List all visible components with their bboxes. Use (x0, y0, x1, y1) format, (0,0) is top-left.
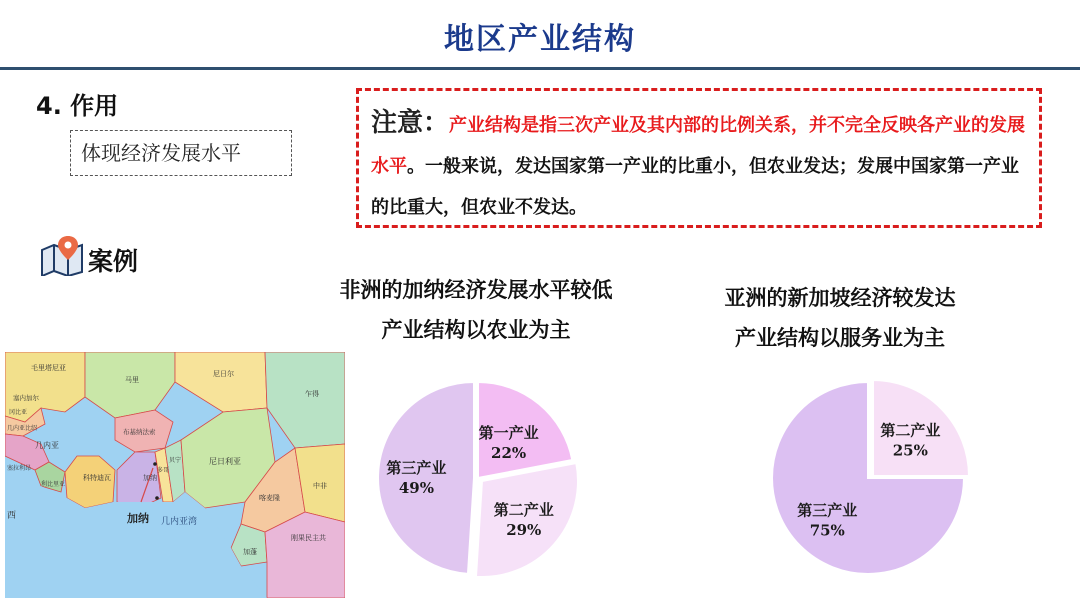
ghana-slice-label-3: 第三产业 (386, 459, 447, 478)
singapore-slice-value-2: 75% (809, 521, 845, 540)
asia-heading (700, 278, 980, 358)
map-label-gulf-of-guinea: 几内亚湾 (161, 517, 198, 527)
asia-heading-line2: 产业结构以服务业为主 (735, 326, 945, 350)
map-label-ghana-small: 加纳 (143, 474, 157, 482)
slide-title: 地区产业结构 (444, 22, 636, 57)
map-label-cote-divoire: 科特迪瓦 (83, 474, 111, 482)
ghana-slice-value-1: 22% (491, 444, 527, 463)
ghana-pie-chart (378, 378, 578, 578)
function-box: 体现经济发展水平 (70, 130, 292, 176)
map-label-gabon: 加蓬 (243, 548, 257, 556)
singapore-pie-chart (768, 378, 968, 578)
map-label-chad: 乍得 (305, 390, 319, 398)
title-divider (0, 67, 1080, 70)
map-label-drc: 刚果民主共 (291, 534, 326, 542)
note-box (356, 88, 1042, 228)
note-black-text: 。一般来说，发达国家第一产业的比重小，但农业发达；发展中国家第一产业的比重大，但农业不发达。 (371, 156, 1019, 218)
africa-heading (316, 270, 636, 350)
map-label-west: 西 (7, 511, 17, 521)
case-label: 案例 (88, 247, 139, 276)
map-label-mali: 马里 (125, 376, 139, 384)
west-africa-map (5, 352, 345, 598)
map-label-nigeria: 尼日利亚 (209, 457, 241, 466)
map-label-liberia: 利比里亚 (41, 481, 66, 488)
map-label-benin: 贝宁 (169, 457, 182, 464)
map-label-niger: 尼日尔 (213, 370, 234, 378)
map-label-sierra-leone: 塞拉利昂 (7, 465, 32, 472)
asia-heading-line1: 亚洲的新加坡经济较发达 (724, 286, 956, 310)
map-label-cameroon: 喀麦隆 (259, 494, 280, 502)
map-label-gambia: 冈比亚 (9, 409, 28, 416)
map-label-mauritania: 毛里塔尼亚 (31, 364, 66, 372)
ghana-slice-label-1: 第一产业 (478, 424, 539, 443)
map-label-burkina-faso: 布基纳法索 (123, 428, 156, 436)
africa-heading-line1: 非洲的加纳经济发展水平较低 (339, 278, 613, 302)
ghana-pie-slice-3 (378, 382, 474, 574)
note-label: 注意： (371, 108, 450, 138)
singapore-slice-label-1: 第二产业 (880, 421, 941, 440)
singapore-slice-value-1: 25% (892, 441, 928, 460)
map-label-senegal: 塞内加尔 (13, 394, 39, 402)
map-pin-icon (40, 234, 84, 276)
section-heading: 4. 作用 (36, 92, 119, 120)
map-label-ghana: 加纳 (127, 512, 149, 525)
map-label-guinea-bissau: 几内亚比绍 (7, 425, 38, 432)
ghana-slice-value-2: 29% (506, 520, 542, 539)
note-red-text: 产业结构是指三次产业及其内部的比例关系，并不完全反映各产业的发展水平 (371, 115, 1026, 177)
map-label-car: 中非 (313, 482, 327, 490)
ghana-slice-label-2: 第二产业 (493, 500, 554, 519)
africa-heading-line2: 产业结构以农业为主 (381, 318, 571, 342)
ghana-slice-value-3: 49% (398, 479, 434, 498)
singapore-slice-label-2: 第三产业 (797, 501, 858, 520)
map-label-togo: 多哥 (157, 467, 170, 474)
map-label-guinea: 几内亚 (35, 441, 59, 450)
